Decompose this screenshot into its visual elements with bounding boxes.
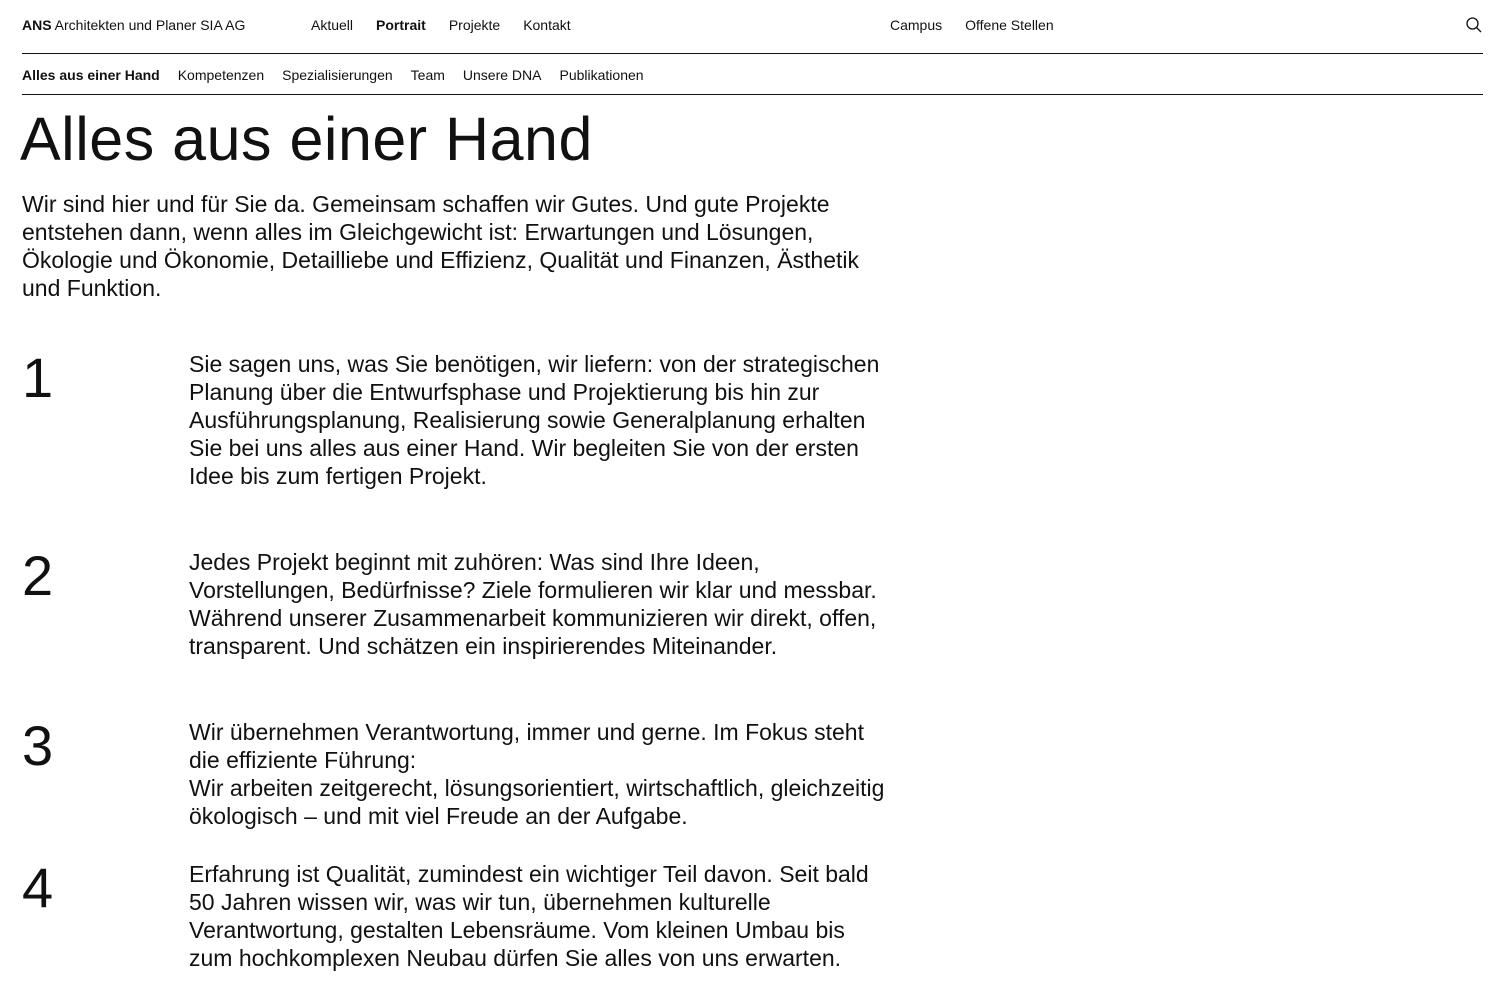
- nav-item-kontakt[interactable]: Kontakt: [523, 17, 571, 33]
- item-number: 3: [22, 714, 54, 777]
- item-number: 2: [22, 544, 54, 607]
- item-text: [189, 718, 889, 830]
- item-text: Erfahrung ist Qualität, zumindest ein wichtiger Teil davon. Seit bald 50 Jahren wissen wir, was wir tun, übernehmen kulturelle Verantwortung, gestalten Lebensräume. Vom kleinen Umbau bis zum hochkomplexen Neubau dürfen Sie alles von uns erwarten.: [189, 861, 869, 971]
- page-title: Alles aus einer Hand: [20, 105, 593, 173]
- subnav-item-alles-aus-einer-hand[interactable]: Alles aus einer Hand: [22, 66, 160, 83]
- brand-logo[interactable]: [22, 17, 245, 33]
- item-text: Jedes Projekt beginnt mit zuhören: Was sind Ihre Ideen, Vorstellungen, Bedürfnisse? Ziele formulieren wir klar und messbar. Während unserer Zusammenarbeit kommunizieren wir direkt, offen, transparent. Und schätzen ein inspirierendes Miteinander.: [189, 549, 877, 659]
- subnav-item-publikationen[interactable]: Publikationen: [559, 66, 644, 83]
- search-icon[interactable]: [1465, 16, 1483, 34]
- nav-item-aktuell[interactable]: Aktuell: [311, 17, 354, 33]
- subnav-item-spezialisierungen[interactable]: Spezialisierungen: [282, 66, 393, 83]
- main-nav: [311, 17, 571, 33]
- sub-navigation: [22, 54, 1483, 95]
- brand-name[interactable]: Architekten und Planer SIA AG: [51, 17, 246, 33]
- item-number: 1: [22, 346, 54, 409]
- nav-item-offene-stellen[interactable]: Offene Stellen: [965, 17, 1054, 33]
- item-text: Sie sagen uns, was Sie benötigen, wir liefern: von der strategischen Planung über die Entwurfsphase und Projektierung bis hin zur Ausführungsplanung, Realisierung sowie Generalplanung erhalten Sie bei uns alles aus einer Hand. Wir begleiten Sie von der ersten Idee bis zum fertigen Projekt.: [189, 351, 880, 489]
- item-text-line: Wir übernehmen Verantwortung, immer und gerne. Im Fokus steht die effiziente Führung:: [189, 719, 864, 773]
- nav-item-projekte[interactable]: Projekte: [448, 17, 501, 33]
- subnav-item-kompetenzen[interactable]: Kompetenzen: [177, 66, 265, 83]
- search-icon-graphic: [1465, 16, 1483, 34]
- item-number: 4: [22, 856, 54, 919]
- intro-paragraph: Wir sind hier und für Sie da. Gemeinsam schaffen wir Gutes. Und gute Projekte entstehen dann, wenn alles im Gleichgewicht ist: Erwartungen und Lösungen, Ökologie und Ökonomie, Detailliebe und Effizienz, Qualität und Finanzen, Ästhetik und Funktion.: [22, 191, 860, 301]
- item-text-line: Wir arbeiten zeitgerecht, lösungsorientiert, wirtschaftlich, gleichzeitig ökologisch – und mit viel Freude an der Aufgabe.: [189, 775, 885, 829]
- secondary-nav: [890, 17, 1054, 33]
- subnav-item-team[interactable]: Team: [410, 66, 445, 83]
- nav-item-campus[interactable]: Campus: [890, 17, 943, 33]
- subnav-item-unsere-dna[interactable]: Unsere DNA: [462, 66, 542, 83]
- nav-item-portrait[interactable]: Portrait: [376, 17, 426, 33]
- top-navigation-bar: [22, 0, 1483, 54]
- brand-abbreviation[interactable]: ANS: [22, 17, 52, 33]
